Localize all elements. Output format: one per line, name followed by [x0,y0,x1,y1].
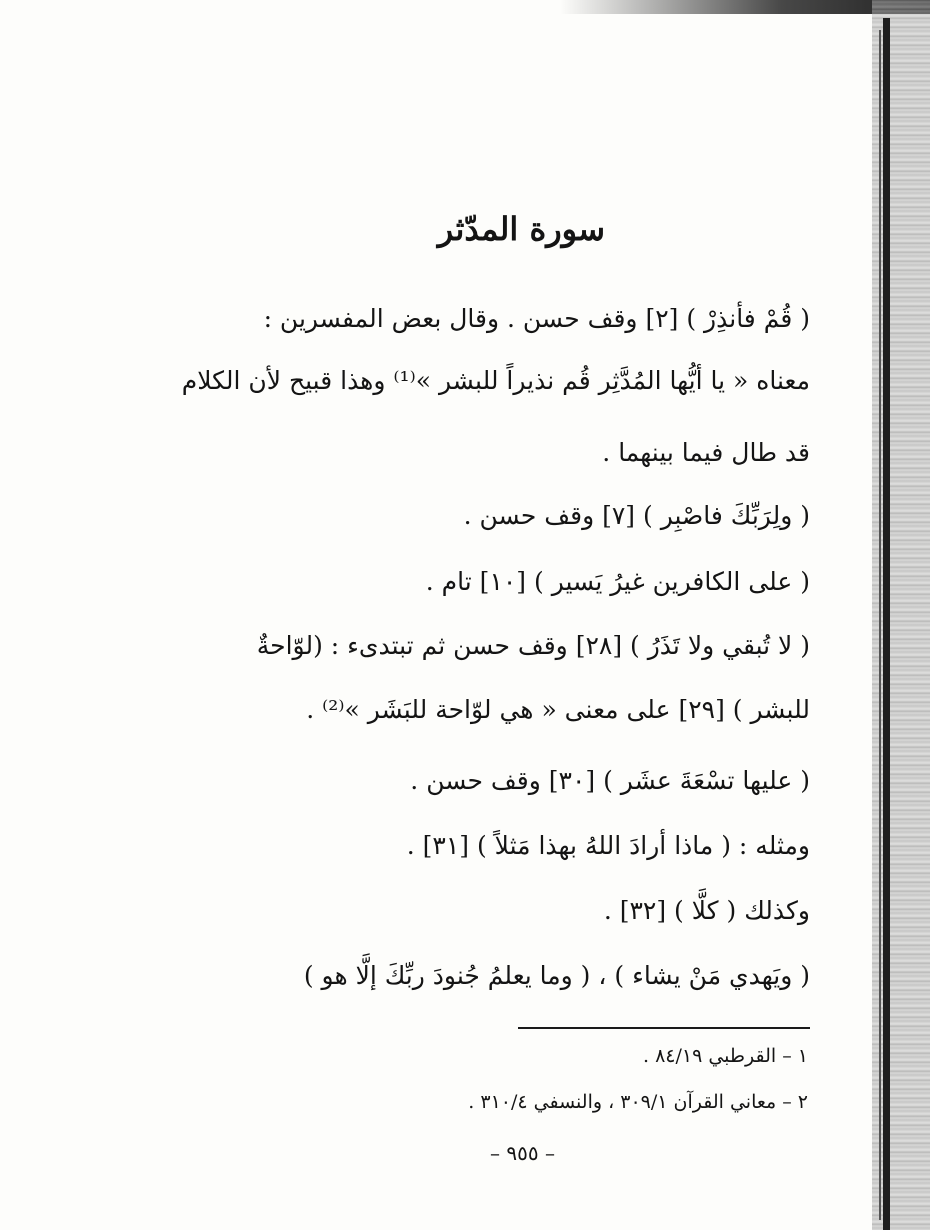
text-line-6: ( لا تُبقي ولا تَذَرُ ) [٢٨] وقف حسن ثم تبتدىء : (لوّاحةٌ [256,631,810,660]
text-line-8: ( عليها تسْعَةَ عشَر ) [٣٠] وقف حسن . [410,766,810,795]
surah-title: سورة المدّثر [437,210,605,248]
page-number: – ٩٥٥ – [490,1141,555,1165]
text-line-9: ومثله : ( ماذا أرادَ اللهُ بهذا مَثلاً ) [٣١] . [406,831,810,860]
text-line-11: ( ويَهدي مَنْ يشاء ) ، ( وما يعلمُ جُنودَ ربِّكَ إلَّا هو ) [303,961,810,990]
text-line-1: ( قُمْ فأنذِرْ ) [٢] وقف حسن . وقال بعض المفسرين : [263,304,810,333]
scan-binding-line-inner [879,30,881,1220]
text-line-7: للبشر ) [٢٩] على معنى « هي لوّاحة للبَشَر »⁽²⁾ . [306,695,810,724]
footnote-rule [518,1027,810,1029]
footnote-1: ١ – القرطبي ٨٤/١٩ . [642,1045,808,1067]
text-line-3: قد طال فيما بينهما . [602,438,810,467]
text-line-5: ( على الكافرين غيرُ يَسير ) [١٠] تام . [425,567,810,596]
footnote-2: ٢ – معاني القرآن ٣٠٩/١ ، والنسفي ٣١٠/٤ . [468,1091,808,1113]
text-line-10: وكذلك ( كلَّا ) [٣٢] . [603,896,810,925]
text-line-2: معناه « يا أيُّها المُدَّثِر قُم نذيراً للبشر »⁽¹⁾ وهذا قبيح لأن الكلام [181,366,810,395]
text-line-4: ( ولِرَبِّكَ فاصْبِر ) [٧] وقف حسن . [463,501,810,530]
scan-binding-line [883,18,890,1230]
book-page [181,0,820,1230]
